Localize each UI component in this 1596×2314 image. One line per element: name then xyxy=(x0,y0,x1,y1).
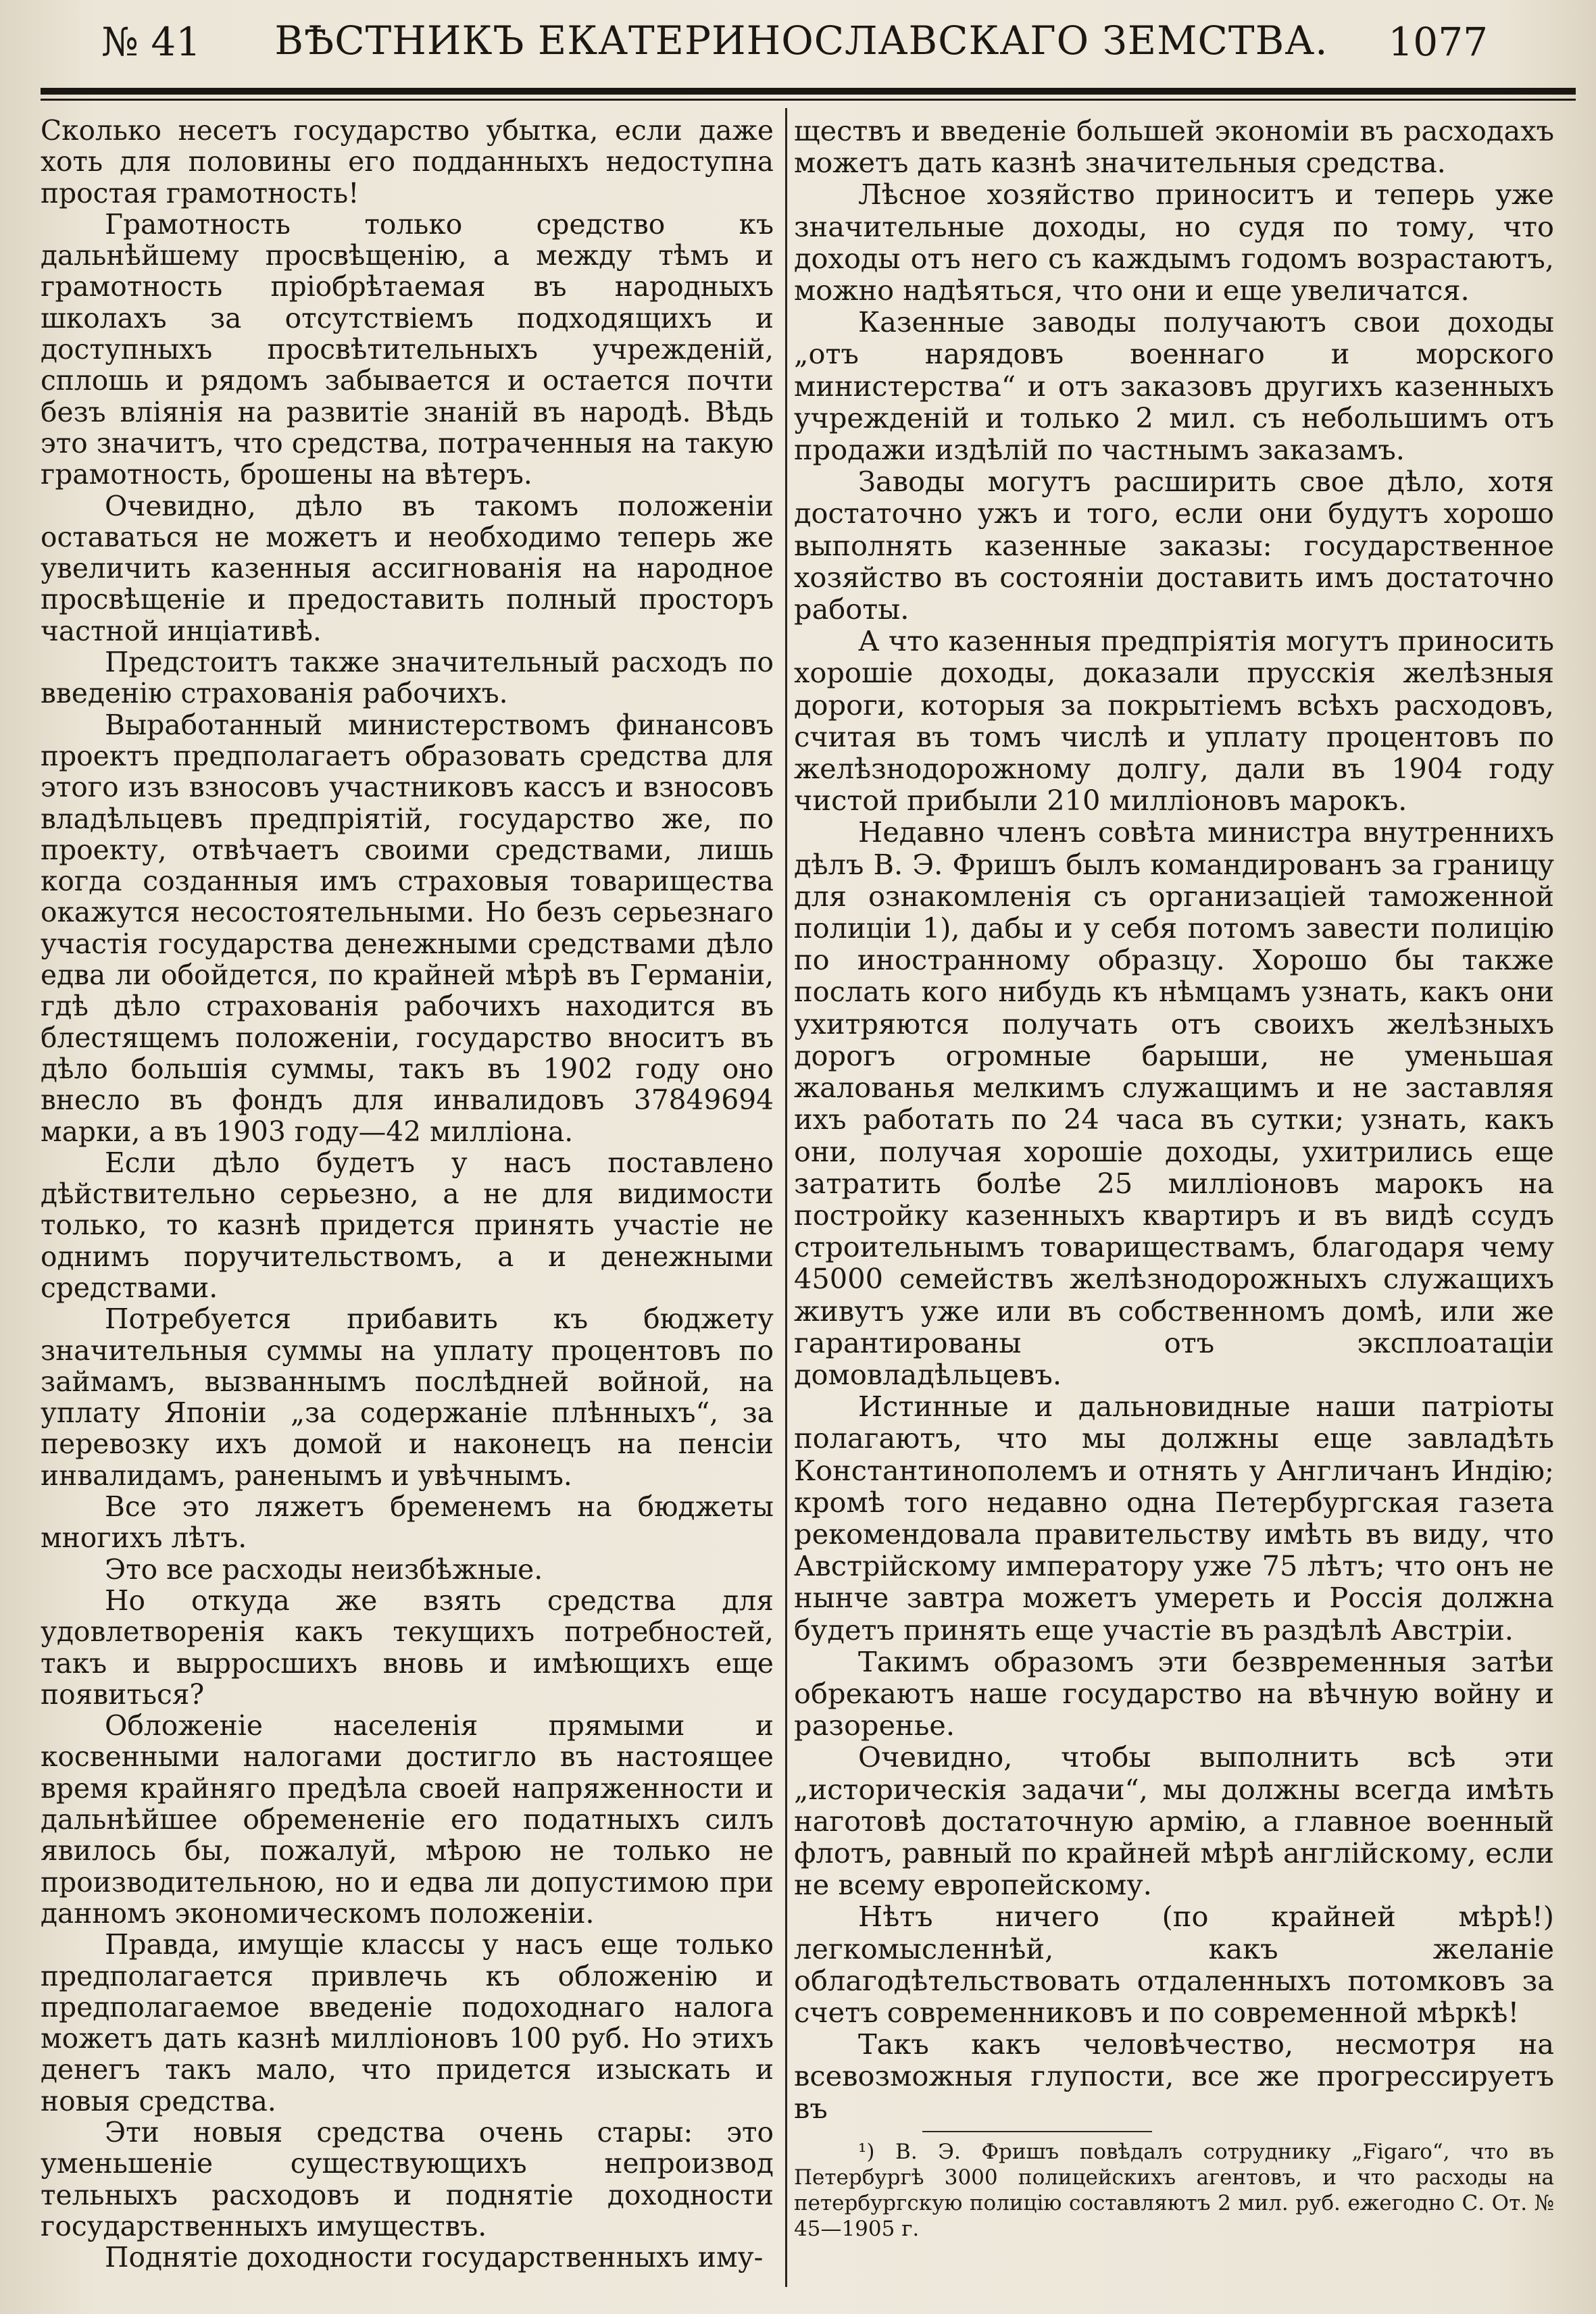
paragraph: Правда, имущіе классы у насъ еще только предполагается привлечь къ обложенію и предполагаемое введеніе подоходнаго налога можетъ дать казнѣ милліоновъ 100 руб. Но этихъ денегъ такъ мало, что придется изыскать и новыя средства. xyxy=(41,1928,774,2117)
paragraph: Истинные и дальновидные наши патріоты полагаютъ, что мы должны еще завладѣть Константинополемъ и отнять у Англичанъ Индію; кромѣ того недавно одна Петербургская газета рекомендовала правительству имѣть въ виду, что Австрійскому императору уже 75 лѣтъ; что онъ не нынче завтра можетъ умереть и Россія должна будетъ принять еще участіе въ раздѣлѣ Австріи. xyxy=(794,1390,1554,1646)
paragraph: Такъ какъ человѣчество, несмотря на всевозможныя глупости, все же прогрессируетъ въ xyxy=(794,2028,1554,2125)
issue-number: № 41 xyxy=(101,19,201,65)
paragraph: Казенные заводы получаютъ свои доходы „отъ нарядовъ военнаго и морского министерства“ и отъ заказовъ другихъ казенныхъ учрежденій и только 2 мил. съ небольшимъ отъ продажи издѣлій по частнымъ заказамъ. xyxy=(794,305,1554,467)
page-header xyxy=(47,12,1555,86)
paragraph: Очевидно, дѣло въ такомъ положеніи оставаться не можетъ и необходимо теперь же увеличить казенныя ассигнованія на народное просвѣщеніе и предоставить полный просторъ частной инціативѣ. xyxy=(41,489,774,647)
paragraph: Эти новыя средства очень стары: это уменьшеніе существующихъ непроизвод тельныхъ расходовъ и поднятіе доходности государственныхъ имуществъ. xyxy=(41,2116,774,2242)
paragraph: Очевидно, чтобы выполнить всѣ эти „историческія задачи“, мы должны всегда имѣть наготовѣ достаточную армію, а главное военный флотъ, равный по крайней мѣрѣ англійскому, если не всему европейскому. xyxy=(794,1740,1554,1902)
paragraph: Все это ляжетъ бременемъ на бюджеты многихъ лѣтъ. xyxy=(41,1490,774,1555)
paragraph: Сколько несетъ государство убытка, если даже хоть для половины его подданныхъ недоступна простая грамотность! xyxy=(41,114,774,209)
page-number: 1077 xyxy=(1388,19,1488,65)
paragraph: Потребуется прибавить къ бюджету значительныя суммы на уплату процентовъ по займамъ, вызваннымъ послѣдней войной, на уплату Японіи „за содержаніе плѣнныхъ“, за перевозку ихъ домой и наконецъ на пенсіи инвалидамъ, раненымъ и увѣчнымъ. xyxy=(41,1303,774,1492)
footnote: ¹) В. Э. Фришъ повѣдалъ сотруднику „Figaro“, что въ Петербургѣ 3000 полицейскихъ агентовъ, и что расходы на петербургскую полицію составляютъ 2 мил. руб. ежегодно С. От. № 45—1905 г. xyxy=(794,2139,1554,2241)
paragraph: Заводы могутъ расширить свое дѣло, хотя достаточно ужъ и того, если они будутъ хорошо выполнять казенные заказы: государственное хозяйство въ состояніи доставить имъ достаточно работы. xyxy=(794,465,1554,626)
paragraph: А что казенныя предпріятія могутъ приносить хорошіе доходы, доказали прусскія желѣзныя дороги, которыя за покрытіемъ всѣхъ расходовъ, считая въ томъ числѣ и уплату процентовъ по желѣзнодорожному долгу, дали въ 1904 году чистой прибыли 210 милліоновъ марокъ. xyxy=(794,624,1554,818)
column-divider xyxy=(785,108,787,2287)
paragraph: Такимъ образомъ эти безвременныя затѣи обрекаютъ наше государство на вѣчную войну и разоренье. xyxy=(794,1644,1554,1742)
right-column-paragraphs xyxy=(794,115,1554,2124)
paragraph: Предстоитъ также значительный расходъ по введенію страхованія рабочихъ. xyxy=(41,646,774,710)
paragraph: Недавно членъ совѣта министра внутреннихъ дѣлъ В. Э. Фришъ былъ командированъ за границу для ознакомленія съ организаціей таможенной полиціи 1), дабы и у себя потомъ завести полицію по иностранному образцу. Хорошо бы также послать кого нибудь къ нѣмцамъ узнать, какъ они ухитряются получать отъ своихъ желѣзныхъ дорогъ огромные барыши, не уменьшая жалованья мелкимъ служащимъ и не заставляя ихъ работать по 24 часа въ сутки; узнать, какъ они, получая хорошіе доходы, ухитрились еще затратить болѣе 25 милліоновъ марокъ на постройку казенныхъ квартиръ и въ видѣ ссудъ строительнымъ товариществамъ, благодаря чему 45000 семействъ желѣзнодорожныхъ служащихъ живутъ уже или въ собственномъ домѣ, или же гарантированы отъ эксплоатаціи домовладѣльцевъ. xyxy=(794,815,1554,1391)
header-rule-thin xyxy=(41,99,1576,101)
right-column xyxy=(794,115,1554,2242)
header-rule-thick xyxy=(41,88,1576,95)
paragraph: ществъ и введеніе большей экономіи въ расходахъ можетъ дать казнѣ значительныя средства. xyxy=(794,114,1554,180)
paragraph: Нѣтъ ничего (по крайней мѣрѣ!) легкомысленнѣй, какъ желаніе облагодѣтельствовать отдаленныхъ потомковъ за счетъ современниковъ и по современной мѣркѣ! xyxy=(794,1900,1554,2029)
paragraph: Если дѣло будетъ у насъ поставлено дѣйствительно серьезно, а не для видимости только, то казнѣ придется принять участіе не однимъ поручительствомъ, а и денежными средствами. xyxy=(41,1146,774,1304)
paragraph: Грамотность только средство къ дальнѣйшему просвѣщенію, а между тѣмъ и грамотность пріобрѣтаемая въ народныхъ школахъ за отсутствіемъ подходящихъ и доступныхъ просвѣтительныхъ учрежденій, сплошь и рядомъ забывается и остается почти безъ вліянія на развитіе знаній въ народѣ. Вѣдь это значитъ, что средства, потраченныя на такую грамотность, брошены на вѣтеръ. xyxy=(41,207,774,491)
left-column xyxy=(41,115,774,2273)
journal-title: ВѢСТНИКЪ ЕКАТЕРИНОСЛАВСКАГО ЗЕМСТВА. xyxy=(274,18,1328,64)
footnote-rule xyxy=(922,2131,1152,2132)
paragraph: Обложеніе населенія прямыми и косвенными налогами достигло въ настоящее время крайняго предѣла своей напряженности и дальнѣйшее обремененіе его податныхъ силъ явилось бы, пожалуй, мѣрою не только не производительною, но и едва ли допустимою при данномъ экономическомъ положеніи. xyxy=(41,1709,774,1930)
paragraph: Выработанный министерствомъ финансовъ проектъ предполагаетъ образовать средства для этого изъ взносовъ участниковъ кассъ и взносовъ владѣльцевъ предпріятій, государство же, по проекту, отвѣчаетъ своими средствами, лишь когда созданныя имъ страховыя товарищества окажутся несостоятельными. Но безъ серьезнаго участія государства денежными средствами дѣло едва ли обойдется, по крайней мѣрѣ въ Германіи, гдѣ дѣло страхованія рабочихъ находится въ блестящемъ положеніи, государство вноситъ въ дѣло большія суммы, такъ въ 1902 году оно внесло въ фондъ для инвалидовъ 37849694 марки, а въ 1903 году—42 милліона. xyxy=(41,708,774,1148)
paragraph: Лѣсное хозяйство приноситъ и теперь уже значительные доходы, но судя по тому, что доходы отъ него съ каждымъ годомъ возрастаютъ, можно надѣяться, что они и еще увеличатся. xyxy=(794,178,1554,307)
paragraph: Это все расходы неизбѣжные. xyxy=(105,1553,543,1586)
paragraph: Но откуда же взять средства для удовлетворенія какъ текущихъ потребностей, такъ и вырросшихъ вновь и имѣющихъ еще появиться? xyxy=(41,1584,774,1711)
paragraph: Поднятіе доходности государственныхъ иму- xyxy=(105,2241,764,2274)
